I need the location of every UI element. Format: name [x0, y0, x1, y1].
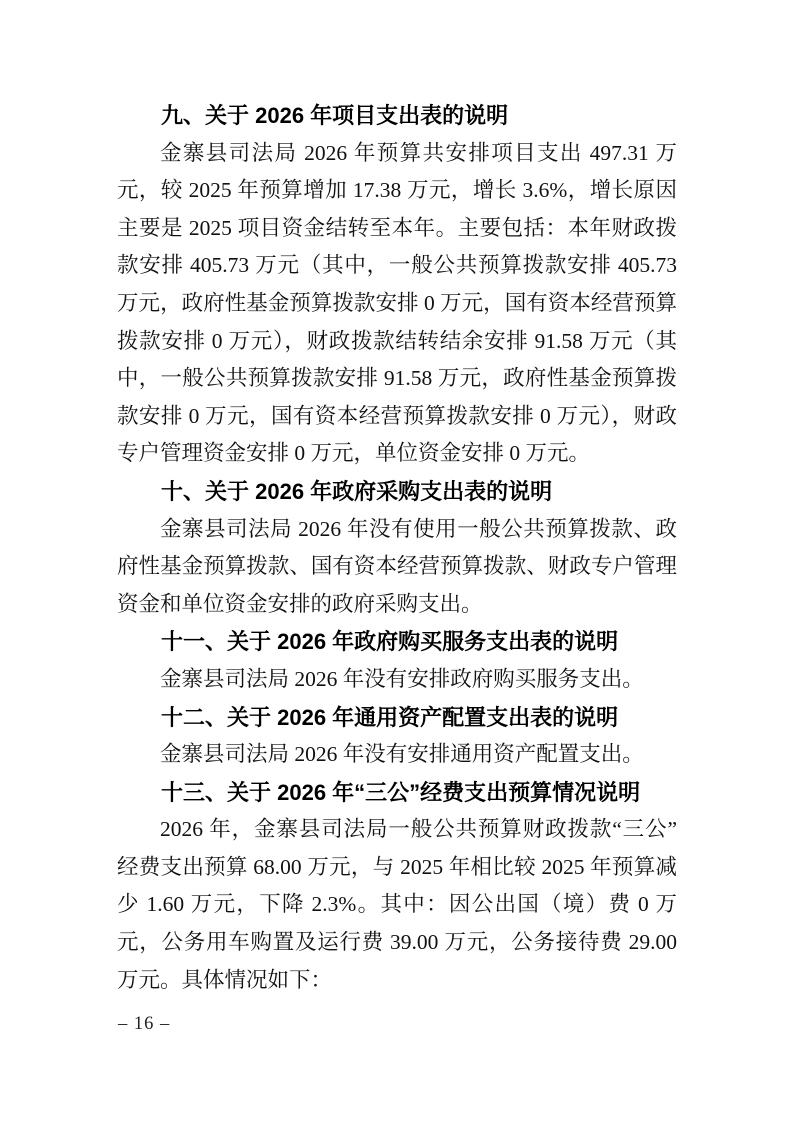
section-10-heading: 十、关于 2026 年政府采购支出表的说明	[161, 478, 553, 504]
section-10-paragraph: 金寨县司法局 2026 年没有使用一般公共预算拨款、政府性基金预算拨款、国有资本经营预算拨款、财政专户管理资金和单位资金安排的政府采购支出。	[117, 516, 677, 616]
section-13-paragraph: 2026 年，金寨县司法局一般公共预算财政拨款“三公”经费支出预算 68.00 万元，与 2025 年相比较 2025 年预算减少 1.60 万元，下降 2.3%。其中：因公出国（境）费 0 万元，公务用车购置及运行费 39.00 万元，公务接待费 29.00 万元。具体情况如下：	[117, 817, 677, 992]
document-content	[117, 97, 677, 999]
section-10-government-procurement	[117, 473, 677, 623]
section-12-heading: 十二、关于 2026 年通用资产配置支出表的说明	[161, 704, 619, 730]
section-11-heading: 十一、关于 2026 年政府购买服务支出表的说明	[161, 629, 619, 655]
page-footer	[118, 1012, 170, 1036]
section-12-paragraph: 金寨县司法局 2026 年没有安排通用资产配置支出。	[160, 742, 644, 767]
section-9-project-expenditure	[117, 97, 677, 473]
section-11-paragraph: 金寨县司法局 2026 年没有安排政府购买服务支出。	[160, 666, 644, 691]
section-13-three-public-expenses	[117, 774, 677, 1000]
section-9-paragraph: 金寨县司法局 2026 年预算共安排项目支出 497.31 万元，较 2025 年预算增加 17.38 万元，增长 3.6%，增长原因主要是 2025 项目资金结转至本年。主要包括：本年财政拨款安排 405.73 万元（其中，一般公共预算拨款安排 405.73 万元，政府性基金预算拨款安排 0 万元，国有资本经营预算拨款安排 0 万元），财政拨款结转结余安排 91.58 万元（其中，一般公共预算拨款安排 91.58 万元，政府性基金预算拨款安排 0 万元，国有资本经营预算拨款安排 0 万元），财政专户管理资金安排 0 万元，单位资金安排 0 万元。	[117, 140, 677, 466]
section-9-heading: 九、关于 2026 年项目支出表的说明	[161, 103, 509, 128]
page-number: – 16 –	[118, 1014, 171, 1034]
section-11-purchased-services	[117, 623, 677, 698]
section-13-heading: 十三、关于 2026 年“三公”经费支出预算情况说明	[161, 779, 641, 805]
section-12-asset-allocation	[117, 699, 677, 774]
